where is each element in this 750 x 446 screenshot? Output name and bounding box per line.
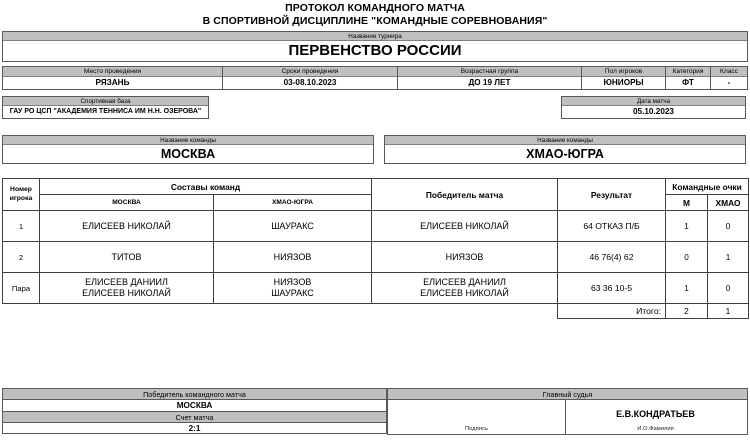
- info-value-category: ФТ: [682, 78, 694, 87]
- info-caption-class: Класс: [711, 67, 747, 77]
- row-2-home-player: ТИТОВ: [40, 242, 214, 273]
- header-player-number: [3, 179, 40, 211]
- row-1-number: 1: [3, 211, 40, 242]
- match-winner-block: [2, 388, 387, 435]
- header-team-points: Командные очки: [666, 179, 749, 195]
- referee-name: Е.В.КОНДРАТЬЕВ: [616, 409, 695, 419]
- header-result: Результат: [558, 179, 666, 211]
- away-team-name: ХМАО-ЮГРА: [526, 147, 604, 161]
- match-date-value: 05.10.2023: [633, 107, 674, 116]
- info-caption-dates: Сроки проведения: [223, 67, 397, 77]
- row-doubles-winner: ЕЛИСЕЕВ ДАНИИЛ ЕЛИСЕЕВ НИКОЛАЙ: [372, 273, 558, 304]
- info-cell-class: [710, 66, 748, 90]
- match-score-caption: Счет матча: [2, 411, 387, 422]
- sports-base-value: ГАУ РО ЦСП "АКАДЕМИЯ ТЕННИСА ИМ Н.Н. ОЗЕРОВА": [9, 108, 202, 115]
- totals-points-home: 2: [666, 304, 708, 319]
- row-1-away-player: ШАУРАКС: [214, 211, 372, 242]
- document-footer: [2, 388, 748, 435]
- header-match-winner: Победитель матча: [372, 179, 558, 211]
- row-2-away-player: НИЯЗОВ: [214, 242, 372, 273]
- tournament-name-caption: Название турнира: [3, 32, 747, 41]
- sports-base-caption: Спортивная база: [3, 97, 208, 106]
- totals-spacer-winner: [372, 304, 558, 319]
- info-cell-venue-city: [2, 66, 222, 90]
- results-table-body: [3, 211, 749, 319]
- info-caption-venue-city: Место проведения: [3, 67, 222, 77]
- table-row: [3, 273, 749, 304]
- row-2-points-away: 1: [708, 242, 749, 273]
- tournament-name-value: ПЕРВЕНСТВО РОССИИ: [288, 42, 462, 59]
- info-cell-gender: [581, 66, 665, 90]
- row-1-points-home: 1: [666, 211, 708, 242]
- info-cell-category: [665, 66, 710, 90]
- tournament-name-block: [2, 31, 748, 62]
- referee-name-caption: И.О.Фамилия: [637, 426, 674, 432]
- document-title-line-2: В СПОРТИВНОЙ ДИСЦИПЛИНЕ "КОМАНДНЫЕ СОРЕВНОВАНИЯ": [202, 15, 548, 27]
- row-doubles-away-players: НИЯЗОВ ШАУРАКС: [214, 273, 372, 304]
- header-points-away: ХМАО: [708, 195, 749, 211]
- row-doubles-home-players: ЕЛИСЕЕВ ДАНИИЛ ЕЛИСЕЕВ НИКОЛАЙ: [40, 273, 214, 304]
- row-doubles-points-home: 1: [666, 273, 708, 304]
- row-doubles-score: 63 36 10-5: [558, 273, 666, 304]
- venue-and-date-row: [0, 96, 750, 130]
- totals-spacer-home: [40, 304, 214, 319]
- totals-spacer-number: [3, 304, 40, 319]
- info-caption-age-group: Возрастная группа: [398, 67, 581, 77]
- row-doubles-number: Пара: [3, 273, 40, 304]
- match-date-block: [561, 96, 746, 119]
- row-1-points-away: 0: [708, 211, 749, 242]
- results-table: [2, 178, 749, 319]
- row-2-points-home: 0: [666, 242, 708, 273]
- totals-label: Итого:: [558, 304, 666, 319]
- totals-spacer-away: [214, 304, 372, 319]
- info-value-venue-city: РЯЗАНЬ: [95, 78, 130, 87]
- results-table-head: [3, 179, 749, 211]
- signature-caption: Подпись: [465, 426, 488, 432]
- table-row: [3, 211, 749, 242]
- info-value-class: -: [727, 78, 731, 87]
- match-score-value: 2:1: [2, 422, 387, 434]
- info-caption-category: Категория: [666, 67, 710, 77]
- totals-row: [3, 304, 749, 319]
- referee-block: [387, 388, 748, 435]
- match-date-caption: Дата матча: [562, 97, 745, 106]
- home-team-caption: Название команды: [3, 136, 373, 145]
- header-points-home: М: [666, 195, 708, 211]
- tournament-info-row: [2, 66, 748, 90]
- referee-name-column: [566, 400, 745, 434]
- info-cell-dates: [222, 66, 397, 90]
- header-player-number-line1: Номер: [10, 186, 32, 193]
- match-winner-caption: Победитель командного матча: [2, 388, 387, 399]
- row-2-number: 2: [3, 242, 40, 273]
- sports-base-block: [2, 96, 209, 119]
- team-names-row: [0, 135, 750, 171]
- referee-caption: Главный судья: [387, 388, 748, 399]
- table-row: [3, 242, 749, 273]
- match-winner-value: МОСКВА: [2, 399, 387, 411]
- row-1-score: 64 ОТКАЗ П/Б: [558, 211, 666, 242]
- signature-column: [388, 400, 566, 434]
- results-table-wrapper: [2, 178, 748, 319]
- away-team-caption: Название команды: [385, 136, 745, 145]
- row-1-winner: ЕЛИСЕЕВ НИКОЛАЙ: [372, 211, 558, 242]
- home-team-name: МОСКВА: [160, 147, 216, 161]
- totals-points-away: 1: [708, 304, 749, 319]
- info-value-dates: 03-08.10.2023: [283, 78, 337, 87]
- row-1-home-player: ЕЛИСЕЕВ НИКОЛАЙ: [40, 211, 214, 242]
- away-team-block: [384, 135, 746, 164]
- info-value-gender: ЮНИОРЫ: [603, 78, 644, 87]
- results-header-row-1: [3, 179, 749, 195]
- info-caption-gender: Пол игроков: [582, 67, 665, 77]
- referee-signature-area: [387, 399, 748, 435]
- row-doubles-points-away: 0: [708, 273, 749, 304]
- home-team-block: [2, 135, 374, 164]
- info-value-age-group: ДО 19 ЛЕТ: [468, 78, 511, 87]
- row-2-winner: НИЯЗОВ: [372, 242, 558, 273]
- info-cell-age-group: [397, 66, 581, 90]
- row-2-score: 46 76(4) 62: [558, 242, 666, 273]
- header-lineup-home: МОСКВА: [40, 195, 214, 211]
- header-player-number-line2: игрока: [9, 194, 33, 202]
- header-lineup-away: ХМАО-ЮГРА: [214, 195, 372, 211]
- header-lineups: Составы команд: [40, 179, 372, 195]
- document-title-line-1: ПРОТОКОЛ КОМАНДНОГО МАТЧА: [285, 2, 465, 14]
- document-header: [0, 0, 750, 28]
